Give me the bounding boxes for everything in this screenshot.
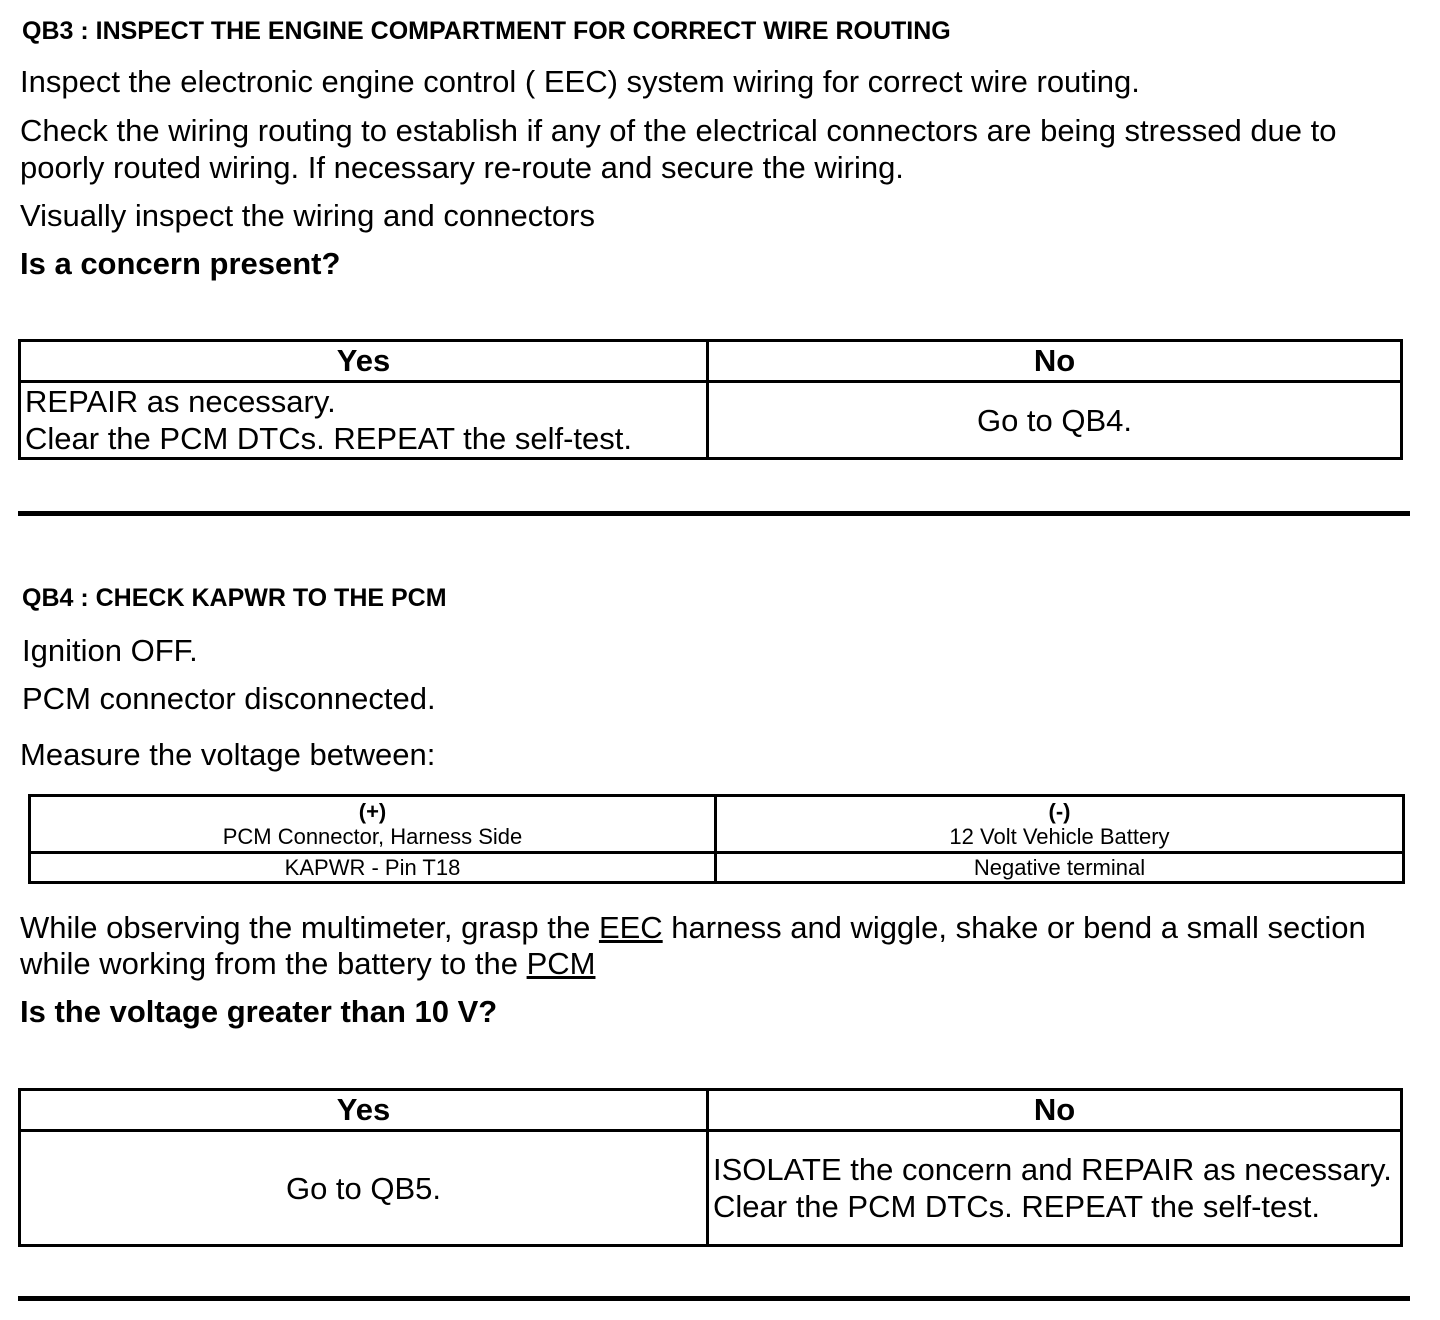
negative-probe-value: Negative terminal bbox=[716, 853, 1404, 883]
instruction-text-2: harness and wiggle, shake or bend a small section while working from the battery to the bbox=[20, 910, 1366, 981]
qb3-paragraph-2: Check the wiring routing to establish if any of the electrical connectors are being stressed due to poorly routed wiring. If necessary re-route and secure the wiring. bbox=[20, 113, 1337, 185]
table-header-row bbox=[20, 341, 1402, 382]
qb4-question: Is the voltage greater than 10 V? bbox=[20, 994, 498, 1029]
section-divider bbox=[18, 511, 1410, 516]
qb4-paragraph-2: PCM connector disconnected. bbox=[22, 681, 436, 716]
section-divider bbox=[18, 1296, 1410, 1301]
table-row bbox=[20, 1131, 1402, 1246]
qb3-heading: QB3 : INSPECT THE ENGINE COMPARTMENT FOR CORRECT WIRE ROUTING bbox=[22, 17, 951, 45]
no-outcome-line-2: Clear the PCM DTCs. REPEAT the self-test. bbox=[713, 1189, 1320, 1224]
negative-sign: (-) bbox=[1048, 799, 1071, 824]
no-outcome-cell: Go to QB4. bbox=[708, 382, 1402, 459]
no-outcome-cell bbox=[708, 1131, 1402, 1246]
qb3-paragraph-1: Inspect the electronic engine control ( EEC) system wiring for correct wire routing. bbox=[20, 64, 1140, 99]
table-row bbox=[30, 853, 1404, 883]
no-header: No bbox=[708, 341, 1402, 382]
yes-header: Yes bbox=[20, 341, 708, 382]
positive-probe-value: KAPWR - Pin T18 bbox=[30, 853, 716, 883]
qb3-paragraph-3: Visually inspect the wiring and connectors bbox=[20, 198, 595, 233]
instruction-text-1: While observing the multimeter, grasp the bbox=[20, 910, 599, 945]
table-header-row bbox=[20, 1090, 1402, 1131]
qb4-paragraph-1: Ignition OFF. bbox=[22, 633, 198, 668]
no-outcome-line-1: ISOLATE the concern and REPAIR as necessary. bbox=[713, 1152, 1392, 1187]
yes-outcome-cell: Go to QB5. bbox=[20, 1131, 708, 1246]
voltage-measurement-table bbox=[28, 794, 1405, 884]
yes-outcome-line-1: REPAIR as necessary. bbox=[25, 384, 336, 419]
yes-outcome-cell bbox=[20, 382, 708, 459]
eec-link[interactable]: EEC bbox=[598, 910, 663, 945]
positive-sign: (+) bbox=[358, 799, 387, 824]
yes-outcome-line-2: Clear the PCM DTCs. REPEAT the self-test. bbox=[25, 421, 632, 456]
negative-probe-label: 12 Volt Vehicle Battery bbox=[949, 824, 1170, 849]
pcm-link[interactable]: PCM bbox=[526, 946, 596, 981]
yes-header: Yes bbox=[20, 1090, 708, 1131]
negative-probe-header bbox=[716, 796, 1404, 853]
table-row bbox=[20, 382, 1402, 459]
no-header: No bbox=[708, 1090, 1402, 1131]
table-header-row bbox=[30, 796, 1404, 853]
positive-probe-header bbox=[30, 796, 716, 853]
qb4-paragraph-3: Measure the voltage between: bbox=[20, 737, 436, 772]
qb4-result-table bbox=[18, 1088, 1403, 1247]
qb3-result-table bbox=[18, 339, 1403, 460]
qb4-heading: QB4 : CHECK KAPWR TO THE PCM bbox=[22, 584, 447, 612]
positive-probe-label: PCM Connector, Harness Side bbox=[222, 824, 523, 849]
qb4-instruction bbox=[20, 910, 1420, 982]
qb3-question: Is a concern present? bbox=[20, 246, 341, 281]
